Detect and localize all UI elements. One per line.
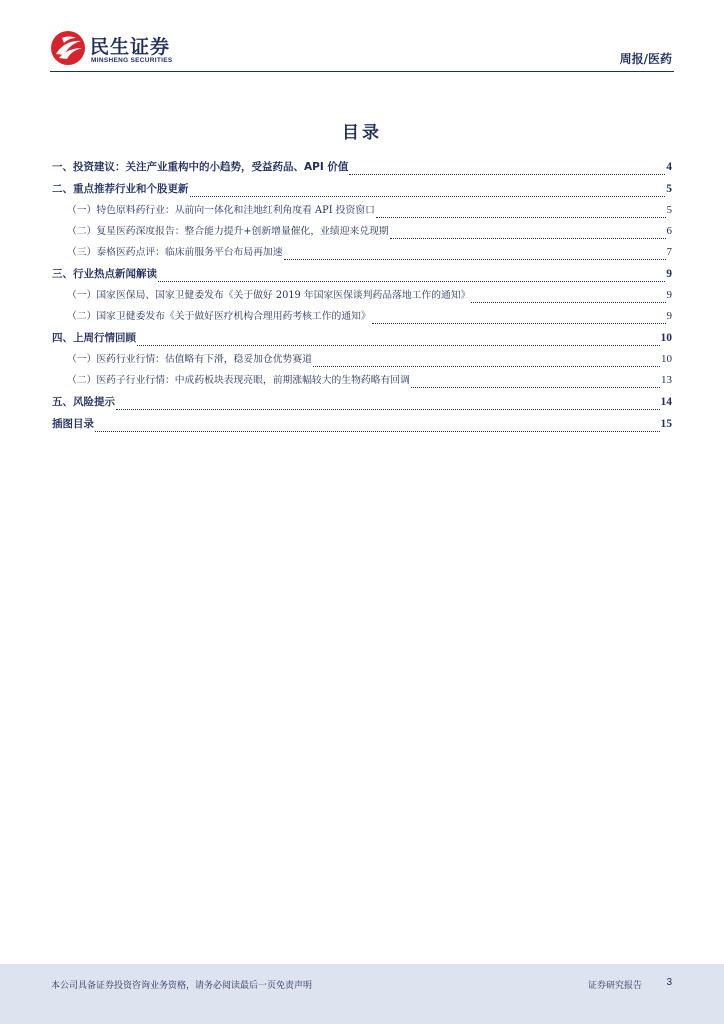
toc-page-number: 5 (666, 183, 672, 195)
toc-page-number: 5 (666, 204, 672, 216)
toc-page-number: 6 (666, 225, 672, 237)
toc-section-link[interactable] (52, 156, 672, 178)
toc-section-link[interactable] (52, 263, 672, 285)
toc-dot-leader (349, 174, 665, 175)
toc-section-link[interactable] (52, 327, 672, 349)
toc-dot-leader (116, 409, 660, 410)
toc-dot-leader (137, 345, 660, 346)
toc-entry-title: 二、重点推荐行业和个股更新 (52, 183, 189, 195)
toc-page-number: 7 (666, 246, 672, 258)
company-logo (50, 30, 190, 70)
toc-page-number: 10 (661, 353, 672, 365)
toc-entry-title: 五、风险提示 (52, 396, 115, 408)
logo-english-name: MINSHENG SECURITIES (91, 57, 173, 64)
toc-page-number: 15 (660, 418, 672, 430)
toc-dot-leader (390, 238, 666, 239)
toc-entry-title: 三、行业热点新闻解读 (52, 268, 157, 280)
toc-entry-title: （一）医药行业行情：估值略有下滑，稳妥加仓优势赛道 (67, 354, 312, 365)
toc-section-link[interactable] (52, 391, 672, 413)
toc-entry-title: （三）泰格医药点评：临床前服务平台布局再加速 (67, 247, 283, 258)
logo-chinese-name: 民生证券 (90, 36, 171, 58)
footer-disclaimer: 本公司具备证券投资咨询业务资格，请务必阅读最后一页免责声明 (51, 981, 313, 991)
toc-entry-title: 一、投资建议：关注产业重构中的小趋势，受益药品、API 价值 (52, 161, 349, 173)
toc-subsection-link[interactable] (52, 285, 672, 306)
toc-entry-title: 插图目录 (52, 418, 94, 430)
toc-subsection-link[interactable] (52, 200, 672, 221)
toc-section-link[interactable] (52, 178, 672, 200)
report-type-label: 周报/医药 (619, 52, 672, 66)
toc-entry-title: 四、上周行情回顾 (52, 332, 136, 344)
toc-dot-leader (376, 217, 666, 218)
toc-page-number: 9 (666, 268, 672, 280)
toc-entry-title: （二）医药子行业行情：中成药板块表现亮眼，前期涨幅较大的生物药略有回调 (67, 375, 410, 386)
toc-dot-leader (313, 366, 660, 367)
table-of-contents (52, 156, 672, 435)
footer-page-number: 3 (666, 977, 672, 988)
toc-subsection-link[interactable] (52, 306, 672, 327)
toc-dot-leader (471, 302, 665, 303)
toc-subsection-link[interactable] (52, 221, 672, 242)
toc-entry-title: （二）国家卫健委发布《关于做好医疗机构合理用药考核工作的通知》 (67, 311, 371, 322)
toc-page-number: 14 (660, 396, 672, 408)
toc-page-number: 10 (660, 332, 672, 344)
toc-subsection-link[interactable] (52, 349, 672, 370)
toc-section-link[interactable] (52, 413, 672, 435)
toc-dot-leader (284, 259, 666, 260)
toc-dot-leader (372, 323, 666, 324)
header-divider (50, 71, 674, 72)
toc-subsection-link[interactable] (52, 242, 672, 263)
toc-subsection-link[interactable] (52, 370, 672, 391)
toc-entry-title: （一）特色原料药行业：从前向一体化和洼地红利角度看 API 投资窗口 (67, 205, 375, 216)
footer-report-label: 证券研究报告 (587, 981, 642, 991)
toc-entry-title: （二）复星医药深度报告：整合能力提升+创新增量催化，业绩迎来兑现期 (67, 226, 389, 237)
toc-page-number: 13 (661, 374, 672, 386)
toc-title: 目录 (342, 123, 382, 143)
toc-page-number: 4 (666, 161, 672, 173)
toc-page-number: 9 (666, 289, 672, 301)
minsheng-logo-icon (50, 30, 86, 66)
toc-dot-leader (158, 281, 665, 282)
page-header (0, 0, 724, 80)
page-footer (0, 964, 724, 1024)
toc-dot-leader (190, 196, 666, 197)
toc-entry-title: （一）国家医保局、国家卫健委发布《关于做好 2019 年国家医保谈判药品落地工作的通知》 (67, 290, 471, 301)
toc-dot-leader (411, 387, 660, 388)
toc-dot-leader (95, 431, 660, 432)
toc-page-number: 9 (666, 310, 672, 322)
